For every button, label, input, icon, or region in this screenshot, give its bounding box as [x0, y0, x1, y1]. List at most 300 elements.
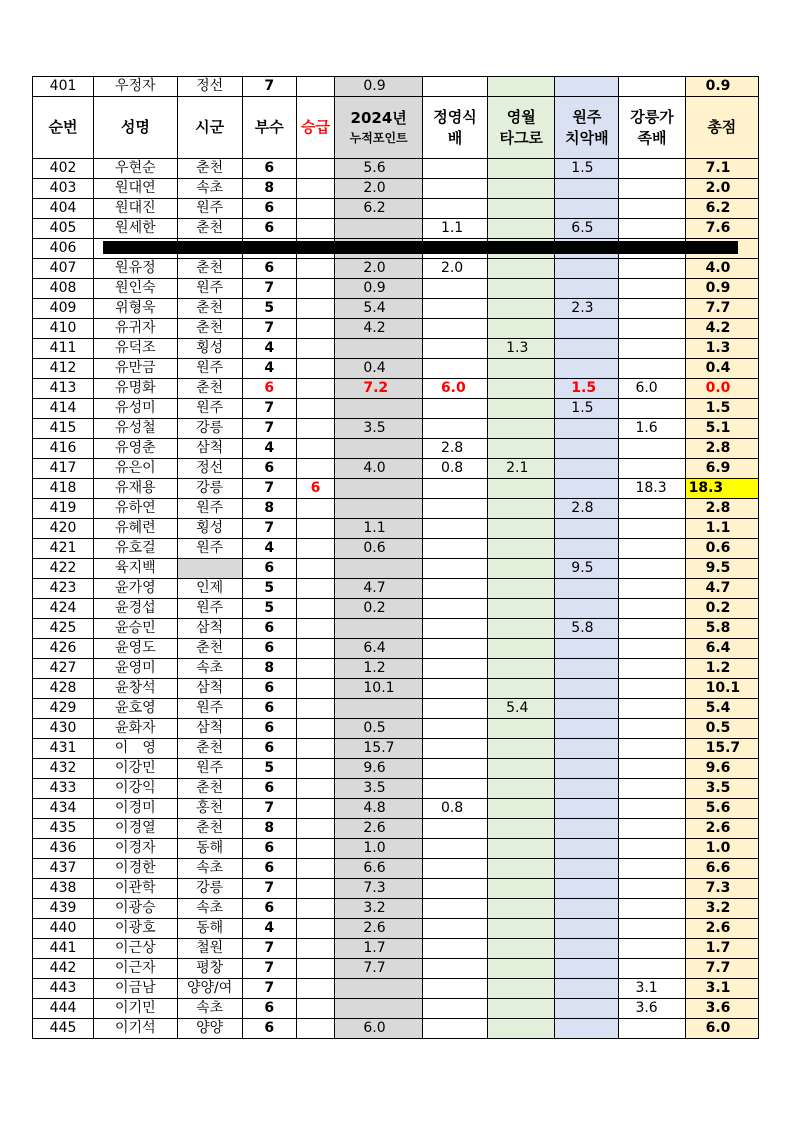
cell-points-2024: 0.4 [335, 359, 423, 379]
cell-wonju [555, 339, 619, 359]
cell-num: 435 [33, 819, 94, 839]
table-row [33, 879, 759, 899]
cell-num: 443 [33, 979, 94, 999]
cell-gangneung [619, 659, 685, 679]
cell-city: 속초 [177, 899, 242, 919]
cell-yeongwol [488, 879, 555, 899]
cell-points-2024 [335, 479, 423, 499]
cell-total: 18.3 [685, 479, 758, 499]
cell-gangneung [619, 439, 685, 459]
cell-yeongwol [488, 479, 555, 499]
cell-jeongyeong [422, 519, 487, 539]
cell-wonju: 5.8 [555, 619, 619, 639]
cell-promotion [296, 199, 335, 219]
cell-points-2024: 6.4 [335, 639, 423, 659]
cell-name: 유덕조 [94, 339, 177, 359]
table-row [33, 179, 759, 199]
cell-num: 407 [33, 259, 94, 279]
cell-total: 5.4 [685, 699, 758, 719]
cell-yeongwol [488, 739, 555, 759]
cell-points-2024: 2.0 [335, 179, 423, 199]
cell-jeongyeong [422, 299, 487, 319]
cell-city: 강릉 [177, 879, 242, 899]
cell-total: 3.1 [685, 979, 758, 999]
cell-wonju [555, 539, 619, 559]
cell-num: 432 [33, 759, 94, 779]
cell-total: 5.8 [685, 619, 758, 639]
cell-promotion: 6 [296, 479, 335, 499]
cell-division: 6 [242, 159, 296, 179]
cell-city: 원주 [177, 199, 242, 219]
cell-total: 6.6 [685, 859, 758, 879]
cell-num: 430 [33, 719, 94, 739]
header-num-text: 순번 [48, 118, 78, 136]
cell-gangneung [619, 919, 685, 939]
cell-total: 7.1 [685, 159, 758, 179]
cell-points-2024: 0.6 [335, 539, 423, 559]
cell-yeongwol [488, 439, 555, 459]
cell-division: 5 [242, 299, 296, 319]
cell-city: 춘천 [177, 259, 242, 279]
cell-name: 윤호영 [94, 699, 177, 719]
cell-yeongwol [488, 499, 555, 519]
cell-num: 421 [33, 539, 94, 559]
table-row [33, 319, 759, 339]
cell-gangneung [619, 179, 685, 199]
table-row [33, 659, 759, 679]
header-yeongwol-text: 타그로 [499, 128, 543, 147]
cell-num: 426 [33, 639, 94, 659]
cell-wonju [555, 659, 619, 679]
table-row [33, 799, 759, 819]
cell-yeongwol: 2.1 [488, 459, 555, 479]
cell-name: 위형욱 [94, 299, 177, 319]
cell-division: 7 [242, 799, 296, 819]
cell-num: 427 [33, 659, 94, 679]
redaction-bar [103, 241, 738, 254]
cell-wonju [555, 939, 619, 959]
cell-num: 405 [33, 219, 94, 239]
cell-gangneung [619, 879, 685, 899]
cell-name: 유혜련 [94, 519, 177, 539]
cell-yeongwol [488, 799, 555, 819]
cell-division: 6 [242, 559, 296, 579]
cell-city: 속초 [177, 179, 242, 199]
cell-name: 유명화 [94, 379, 177, 399]
cell-promotion [296, 419, 335, 439]
cell-num: 402 [33, 159, 94, 179]
cell-division: 8 [242, 659, 296, 679]
cell-name: 이기민 [94, 999, 177, 1019]
cell-division: 6 [242, 639, 296, 659]
cell-jeongyeong: 2.0 [422, 259, 487, 279]
table-row [33, 599, 759, 619]
cell-yeongwol [488, 719, 555, 739]
cell-city: 원주 [177, 699, 242, 719]
table-row [33, 999, 759, 1019]
table-row [33, 639, 759, 659]
cell-points-2024: 5.6 [335, 159, 423, 179]
cell-jeongyeong [422, 599, 487, 619]
cell-points-2024 [335, 399, 423, 419]
cell-promotion [296, 879, 335, 899]
cell-wonju [555, 679, 619, 699]
cell-division: 7 [242, 77, 296, 97]
cell-wonju [555, 819, 619, 839]
cell-gangneung [619, 839, 685, 859]
cell-gangneung [619, 619, 685, 639]
table-row [33, 299, 759, 319]
cell-total: 5.6 [685, 799, 758, 819]
cell-wonju [555, 859, 619, 879]
cell-points-2024: 4.8 [335, 799, 423, 819]
cell-total: 1.1 [685, 519, 758, 539]
cell-points-2024: 1.1 [335, 519, 423, 539]
cell-gangneung [619, 899, 685, 919]
cell-name: 이경자 [94, 839, 177, 859]
cell-wonju [555, 879, 619, 899]
cell-points-2024: 0.9 [335, 77, 423, 97]
cell-city: 원주 [177, 599, 242, 619]
cell-num: 415 [33, 419, 94, 439]
cell-division: 4 [242, 919, 296, 939]
cell-promotion [296, 519, 335, 539]
cell-name: 이관학 [94, 879, 177, 899]
cell-city: 원주 [177, 359, 242, 379]
cell-promotion [296, 279, 335, 299]
header-promotion [296, 97, 335, 159]
cell-yeongwol [488, 159, 555, 179]
cell-name: 우현순 [94, 159, 177, 179]
cell-total: 6.9 [685, 459, 758, 479]
cell-yeongwol [488, 679, 555, 699]
cell-points-2024: 4.2 [335, 319, 423, 339]
cell-yeongwol [488, 319, 555, 339]
cell-division: 6 [242, 459, 296, 479]
cell-promotion [296, 679, 335, 699]
cell-city: 철원 [177, 939, 242, 959]
cell-num: 431 [33, 739, 94, 759]
cell-division: 6 [242, 859, 296, 879]
cell-promotion [296, 579, 335, 599]
cell-jeongyeong [422, 819, 487, 839]
cell-wonju [555, 459, 619, 479]
cell-gangneung: 3.1 [619, 979, 685, 999]
table-row [33, 699, 759, 719]
cell-gangneung [619, 1019, 685, 1039]
table-row [33, 819, 759, 839]
cell-wonju [555, 319, 619, 339]
cell-city: 동해 [177, 839, 242, 859]
cell-jeongyeong [422, 999, 487, 1019]
cell-gangneung [619, 719, 685, 739]
cell-wonju [555, 699, 619, 719]
cell-gangneung: 6.0 [619, 379, 685, 399]
cell-points-2024: 0.9 [335, 279, 423, 299]
cell-jeongyeong [422, 159, 487, 179]
cell-city: 삼척 [177, 719, 242, 739]
cell-yeongwol [488, 219, 555, 239]
cell-wonju [555, 899, 619, 919]
cell-promotion [296, 999, 335, 1019]
cell-total: 2.8 [685, 439, 758, 459]
ranking-table [32, 76, 759, 1039]
header-wonju-text: 원주 [572, 107, 602, 126]
cell-city: 인제 [177, 579, 242, 599]
cell-yeongwol [488, 639, 555, 659]
cell-division: 4 [242, 339, 296, 359]
cell-gangneung [619, 759, 685, 779]
cell-division: 4 [242, 439, 296, 459]
cell-gangneung [619, 199, 685, 219]
cell-num: 418 [33, 479, 94, 499]
cell-promotion [296, 399, 335, 419]
cell-yeongwol [488, 859, 555, 879]
cell-total: 0.9 [685, 279, 758, 299]
cell-division: 6 [242, 679, 296, 699]
cell-promotion [296, 559, 335, 579]
cell-division: 8 [242, 499, 296, 519]
table-row [33, 539, 759, 559]
cell-promotion [296, 699, 335, 719]
cell-yeongwol [488, 979, 555, 999]
cell-wonju: 2.3 [555, 299, 619, 319]
cell-city: 횡성 [177, 519, 242, 539]
cell-total: 3.6 [685, 999, 758, 1019]
cell-promotion [296, 359, 335, 379]
cell-total: 0.9 [685, 77, 758, 97]
cell-name: 유귀자 [94, 319, 177, 339]
cell-division: 7 [242, 939, 296, 959]
cell-wonju [555, 579, 619, 599]
cell-yeongwol [488, 399, 555, 419]
header-total-text: 총점 [707, 118, 737, 136]
cell-total: 9.5 [685, 559, 758, 579]
cell-division: 6 [242, 899, 296, 919]
cell-division: 7 [242, 319, 296, 339]
cell-points-2024 [335, 999, 423, 1019]
cell-num: 422 [33, 559, 94, 579]
cell-points-2024: 1.0 [335, 839, 423, 859]
cell-yeongwol [488, 779, 555, 799]
cell-gangneung [619, 339, 685, 359]
cell-promotion [296, 919, 335, 939]
cell-city: 동해 [177, 919, 242, 939]
cell-promotion [296, 739, 335, 759]
cell-points-2024: 10.1 [335, 679, 423, 699]
cell-wonju: 9.5 [555, 559, 619, 579]
cell-gangneung [619, 799, 685, 819]
cell-jeongyeong: 0.8 [422, 459, 487, 479]
cell-name: 유만금 [94, 359, 177, 379]
cell-gangneung [619, 639, 685, 659]
table-row [33, 199, 759, 219]
table-row [33, 859, 759, 879]
cell-points-2024: 3.2 [335, 899, 423, 919]
cell-promotion [296, 839, 335, 859]
cell-jeongyeong [422, 779, 487, 799]
cell-wonju [555, 919, 619, 939]
cell-total: 0.5 [685, 719, 758, 739]
cell-yeongwol [488, 759, 555, 779]
cell-total: 1.2 [685, 659, 758, 679]
cell-gangneung [619, 77, 685, 97]
cell-num: 401 [33, 77, 94, 97]
cell-city: 횡성 [177, 339, 242, 359]
cell-num: 420 [33, 519, 94, 539]
cell-wonju [555, 979, 619, 999]
cell-num: 439 [33, 899, 94, 919]
cell-wonju: 1.5 [555, 379, 619, 399]
cell-city: 삼척 [177, 439, 242, 459]
cell-name: 유호걸 [94, 539, 177, 559]
cell-points-2024: 1.7 [335, 939, 423, 959]
header-points-2024-subtext: 누적포인트 [349, 131, 408, 145]
table-row [33, 719, 759, 739]
cell-name: 우정자 [94, 77, 177, 97]
cell-num: 433 [33, 779, 94, 799]
cell-jeongyeong [422, 639, 487, 659]
cell-total: 7.7 [685, 959, 758, 979]
cell-promotion [296, 259, 335, 279]
cell-gangneung [619, 519, 685, 539]
cell-num: 434 [33, 799, 94, 819]
cell-total: 4.0 [685, 259, 758, 279]
table-row [33, 219, 759, 239]
cell-name: 윤가영 [94, 579, 177, 599]
cell-yeongwol [488, 359, 555, 379]
header-name [94, 97, 177, 159]
cell-num: 441 [33, 939, 94, 959]
cell-city: 양양 [177, 1019, 242, 1039]
cell-points-2024 [335, 439, 423, 459]
cell-gangneung [619, 259, 685, 279]
cell-division: 7 [242, 519, 296, 539]
cell-yeongwol [488, 199, 555, 219]
cell-gangneung [619, 459, 685, 479]
cell-yeongwol [488, 959, 555, 979]
cell-city: 홍천 [177, 799, 242, 819]
cell-yeongwol [488, 539, 555, 559]
cell-wonju: 1.5 [555, 159, 619, 179]
cell-gangneung [619, 319, 685, 339]
cell-division: 6 [242, 379, 296, 399]
cell-promotion [296, 639, 335, 659]
cell-total: 9.6 [685, 759, 758, 779]
cell-city: 양양/여 [177, 979, 242, 999]
cell-jeongyeong [422, 279, 487, 299]
cell-total: 6.0 [685, 1019, 758, 1039]
cell-city: 원주 [177, 279, 242, 299]
cell-gangneung [619, 539, 685, 559]
cell-city: 속초 [177, 659, 242, 679]
cell-points-2024: 7.2 [335, 379, 423, 399]
cell-yeongwol [488, 419, 555, 439]
cell-jeongyeong [422, 879, 487, 899]
table-row [33, 499, 759, 519]
header-name-text: 성명 [120, 118, 150, 136]
table-row [33, 339, 759, 359]
cell-city: 춘천 [177, 299, 242, 319]
cell-gangneung [619, 299, 685, 319]
cell-gangneung [619, 779, 685, 799]
cell-name: 육지백 [94, 559, 177, 579]
cell-wonju [555, 199, 619, 219]
cell-wonju [555, 77, 619, 97]
cell-points-2024: 2.6 [335, 919, 423, 939]
cell-num: 428 [33, 679, 94, 699]
cell-gangneung [619, 399, 685, 419]
cell-jeongyeong [422, 959, 487, 979]
cell-total: 6.2 [685, 199, 758, 219]
cell-points-2024: 4.0 [335, 459, 423, 479]
cell-num: 429 [33, 699, 94, 719]
cell-division: 6 [242, 259, 296, 279]
cell-jeongyeong [422, 399, 487, 419]
cell-jeongyeong: 1.1 [422, 219, 487, 239]
cell-promotion [296, 219, 335, 239]
cell-promotion [296, 179, 335, 199]
cell-num: 440 [33, 919, 94, 939]
cell-yeongwol [488, 77, 555, 97]
header-jeongyeong [422, 97, 487, 159]
cell-jeongyeong [422, 319, 487, 339]
cell-gangneung [619, 559, 685, 579]
cell-name: 이강민 [94, 759, 177, 779]
cell-jeongyeong [422, 859, 487, 879]
cell-num: 425 [33, 619, 94, 639]
cell-wonju [555, 1019, 619, 1039]
cell-name: 이강익 [94, 779, 177, 799]
cell-division: 4 [242, 539, 296, 559]
table-row [33, 399, 759, 419]
header-division [242, 97, 296, 159]
cell-city: 속초 [177, 859, 242, 879]
cell-wonju [555, 179, 619, 199]
cell-wonju [555, 799, 619, 819]
cell-name: 윤창석 [94, 679, 177, 699]
table-row [33, 779, 759, 799]
cell-yeongwol [488, 579, 555, 599]
cell-points-2024 [335, 699, 423, 719]
cell-jeongyeong: 6.0 [422, 379, 487, 399]
cell-yeongwol [488, 179, 555, 199]
cell-division: 6 [242, 699, 296, 719]
cell-promotion [296, 859, 335, 879]
table-row [33, 159, 759, 179]
cell-yeongwol [488, 659, 555, 679]
cell-total: 2.6 [685, 919, 758, 939]
table-row [33, 919, 759, 939]
header-row [33, 97, 759, 159]
table-row [33, 479, 759, 499]
cell-jeongyeong [422, 739, 487, 759]
cell-city: 춘천 [177, 739, 242, 759]
cell-num: 411 [33, 339, 94, 359]
cell-total: 10.1 [685, 679, 758, 699]
cell-city: 원주 [177, 399, 242, 419]
cell-num: 410 [33, 319, 94, 339]
cell-num: 416 [33, 439, 94, 459]
header-yeongwol-text: 영월 [506, 107, 536, 126]
cell-points-2024: 2.0 [335, 259, 423, 279]
cell-points-2024: 9.6 [335, 759, 423, 779]
cell-wonju [555, 779, 619, 799]
cell-city: 정선 [177, 459, 242, 479]
header-city [177, 97, 242, 159]
cell-gangneung [619, 699, 685, 719]
header-total [685, 97, 758, 159]
